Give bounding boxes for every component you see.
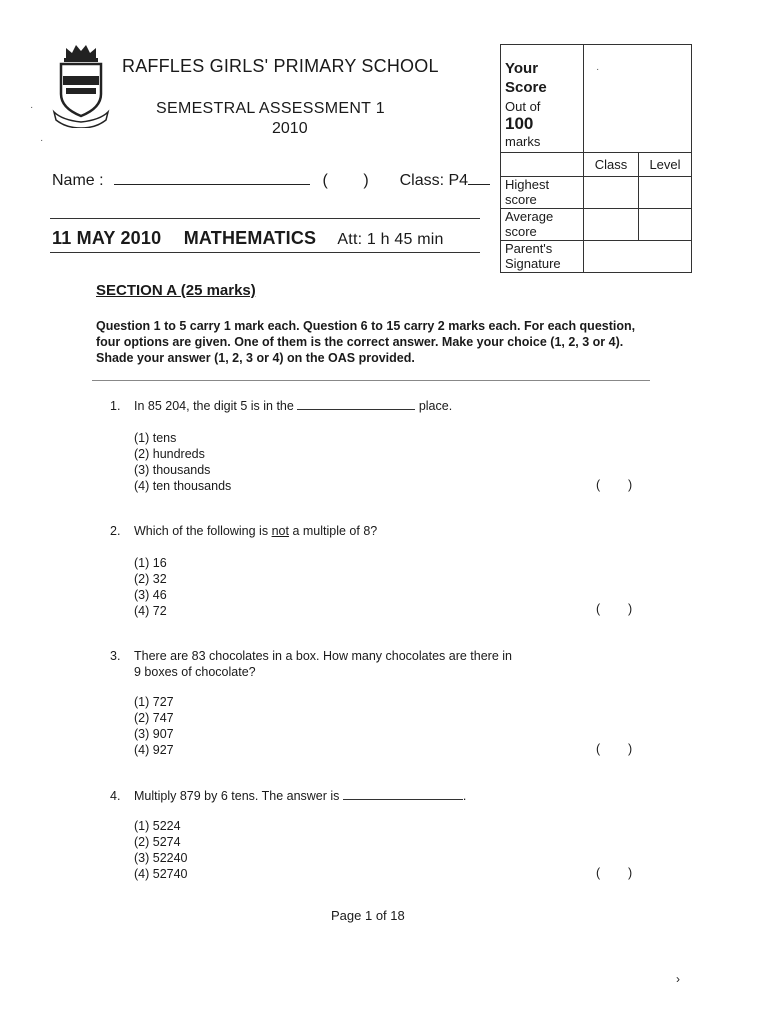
score-label: Score bbox=[505, 79, 547, 96]
name-label: Name : bbox=[52, 172, 104, 189]
exam-duration: Att: 1 h 45 min bbox=[337, 231, 444, 248]
question-number: 2. bbox=[110, 524, 121, 538]
question-stem: There are 83 chocolates in a box. How many chocolates are there in 9 boxes of chocolate? bbox=[134, 649, 512, 679]
exam-subject: MATHEMATICS bbox=[183, 228, 317, 248]
name-class-row bbox=[52, 172, 490, 190]
your-score-label-cell bbox=[501, 45, 584, 153]
option-2[interactable]: (2) hundreds bbox=[134, 447, 205, 461]
option-3[interactable]: (3) 907 bbox=[134, 727, 174, 741]
answer-blank bbox=[297, 408, 415, 410]
question-stem: In 85 204, the digit 5 is in the place. bbox=[134, 399, 453, 413]
average-score-level-cell[interactable] bbox=[639, 209, 692, 241]
highest-score-label: Highest score bbox=[501, 177, 584, 209]
blank-cell bbox=[501, 153, 584, 177]
option-4[interactable]: (4) 52740 bbox=[134, 867, 188, 881]
question-2-answer-box[interactable]: ( ) bbox=[596, 602, 633, 616]
option-4[interactable]: (4) 72 bbox=[134, 604, 167, 618]
your-label: Your bbox=[505, 60, 539, 77]
option-4[interactable]: (4) 927 bbox=[134, 743, 174, 757]
scan-speck: · bbox=[40, 135, 44, 146]
question-2-options bbox=[134, 555, 167, 619]
assessment-year: 2010 bbox=[272, 120, 308, 137]
class-label: Class: P4 bbox=[399, 172, 469, 189]
school-crest-logo bbox=[52, 42, 110, 128]
scan-speck: · bbox=[30, 102, 34, 113]
average-score-class-cell[interactable] bbox=[584, 209, 639, 241]
question-1-options bbox=[134, 430, 231, 494]
class-column-header: Class bbox=[584, 153, 639, 177]
option-3[interactable]: (3) 52240 bbox=[134, 851, 188, 865]
header-divider-top bbox=[50, 218, 480, 219]
question-4-options bbox=[134, 818, 188, 882]
option-4[interactable]: (4) ten thousands bbox=[134, 479, 232, 493]
total-marks: 100 bbox=[505, 114, 534, 133]
answer-blank bbox=[343, 798, 463, 800]
section-separator bbox=[92, 380, 650, 381]
question-number: 4. bbox=[110, 789, 121, 803]
score-box bbox=[500, 44, 692, 273]
average-score-label: Average score bbox=[501, 209, 584, 241]
date-subject-row bbox=[52, 228, 444, 249]
page-number: Page 1 of 18 bbox=[331, 908, 405, 923]
marks-label: marks bbox=[505, 134, 541, 149]
parent-signature-field[interactable] bbox=[584, 241, 692, 273]
option-3[interactable]: (3) thousands bbox=[134, 463, 211, 477]
register-number-field[interactable]: ( ) bbox=[322, 172, 369, 189]
school-name: RAFFLES GIRLS' PRIMARY SCHOOL bbox=[122, 56, 439, 76]
section-title: SECTION A (25 marks) bbox=[96, 282, 256, 299]
header-divider-bottom bbox=[50, 252, 480, 253]
emphasis-not: not bbox=[271, 524, 289, 538]
option-2[interactable]: (2) 5274 bbox=[134, 835, 181, 849]
highest-score-level-cell[interactable] bbox=[639, 177, 692, 209]
assessment-title: SEMESTRAL ASSESSMENT 1 bbox=[156, 100, 385, 117]
your-score-entry[interactable] bbox=[584, 45, 692, 153]
option-1[interactable]: (1) 727 bbox=[134, 695, 174, 709]
option-2[interactable]: (2) 32 bbox=[134, 572, 167, 586]
highest-score-class-cell[interactable] bbox=[584, 177, 639, 209]
question-4-answer-box[interactable]: ( ) bbox=[596, 866, 633, 880]
parent-signature-label: Parent's Signature bbox=[501, 241, 584, 273]
question-number: 3. bbox=[110, 649, 121, 663]
question-number: 1. bbox=[110, 399, 121, 413]
class-field[interactable] bbox=[468, 183, 490, 185]
out-of-label: Out of bbox=[505, 99, 541, 114]
question-stem: Which of the following is not a multiple of 8? bbox=[134, 524, 378, 538]
option-1[interactable]: (1) 16 bbox=[134, 556, 167, 570]
level-column-header: Level bbox=[639, 153, 692, 177]
option-3[interactable]: (3) 46 bbox=[134, 588, 167, 602]
option-1[interactable]: (1) tens bbox=[134, 431, 177, 445]
question-3-options bbox=[134, 694, 174, 758]
exam-date: 11 MAY 2010 bbox=[52, 228, 162, 248]
name-field[interactable] bbox=[114, 183, 310, 185]
scan-speck: › bbox=[676, 972, 680, 986]
question-stem: Multiply 879 by 6 tens. The answer is . bbox=[134, 789, 467, 803]
scan-speck: · bbox=[596, 64, 600, 75]
section-instructions: Question 1 to 5 carry 1 mark each. Question 6 to 15 carry 2 marks each. For each question, four options are given. One of them is the correct answer. Make your choice (1, 2, 3 or 4). Shade your answer (1, 2, 3 or 4) on the OAS provided. bbox=[96, 319, 636, 365]
question-3-answer-box[interactable]: ( ) bbox=[596, 742, 633, 756]
option-2[interactable]: (2) 747 bbox=[134, 711, 174, 725]
option-1[interactable]: (1) 5224 bbox=[134, 819, 181, 833]
question-1-answer-box[interactable]: ( ) bbox=[596, 478, 633, 492]
